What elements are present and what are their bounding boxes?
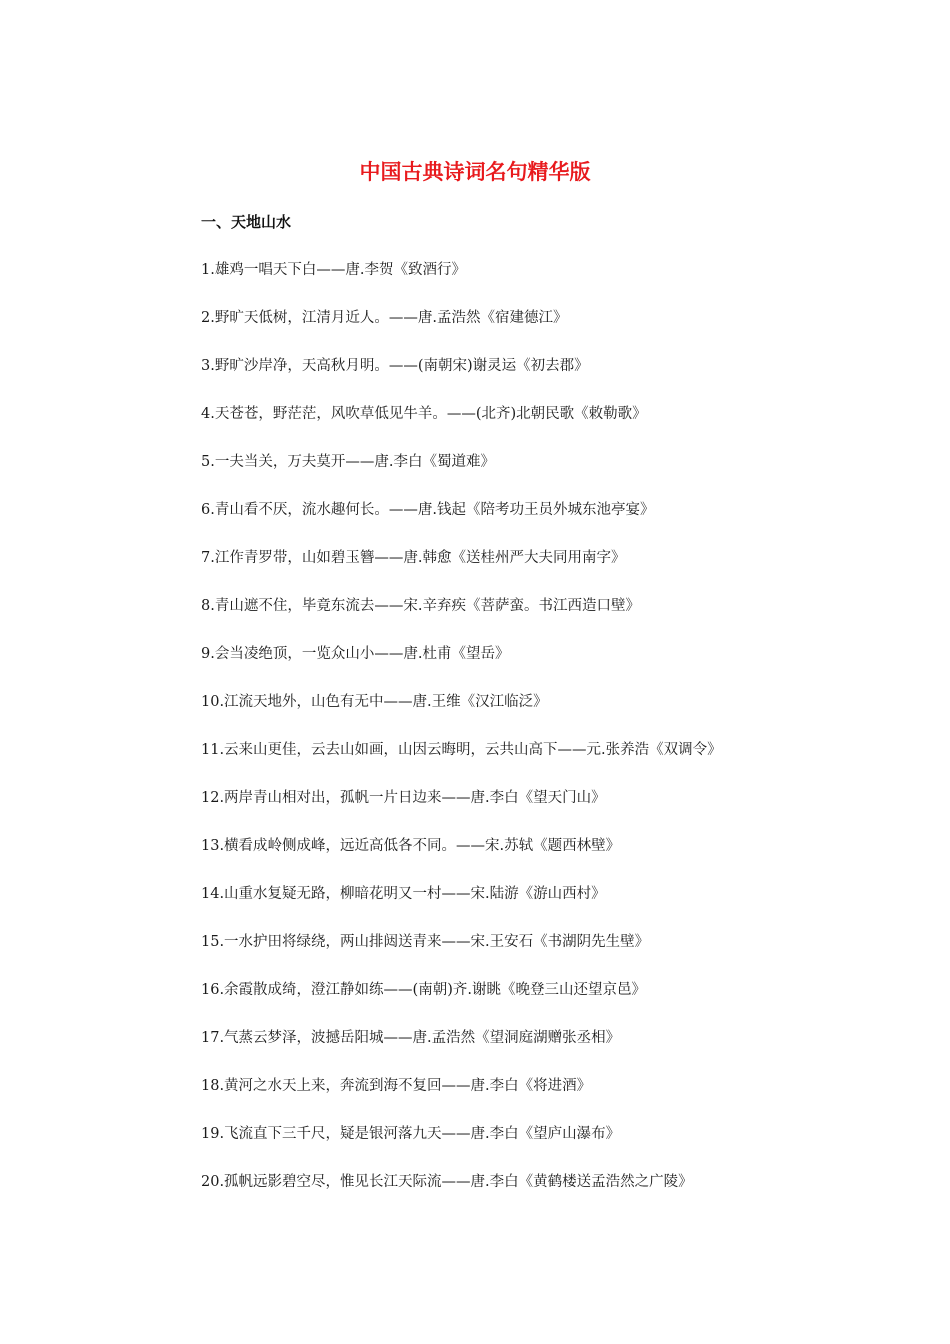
verse-line: 12.两岸青山相对出，孤帆一片日边来——唐.李白《望天门山》 [201,790,606,806]
verse-list [201,256,841,1216]
verse-line: 13.横看成岭侧成峰，远近高低各不同。——宋.苏轼《题西林壁》 [201,838,621,854]
verse-line: 16.余霞散成绮，澄江静如练——(南朝)齐.谢眺《晚登三山还望京邑》 [201,982,646,998]
verse-line: 19.飞流直下三千尺，疑是银河落九天——唐.李白《望庐山瀑布》 [201,1126,621,1142]
verse-line: 5.一夫当关，万夫莫开——唐.李白《蜀道难》 [201,454,495,470]
verse-line: 10.江流天地外，山色有无中——唐.王维《汉江临泛》 [201,694,548,710]
section-heading: 一、天地山水 [201,213,292,231]
verse-line: 14.山重水复疑无路，柳暗花明又一村——宋.陆游《游山西村》 [201,886,606,902]
verse-line: 1.雄鸡一唱天下白——唐.李贺《致酒行》 [201,262,466,278]
verse-line: 15.一水护田将绿绕，两山排闼送青来——宋.王安石《书湖阴先生壁》 [201,934,650,950]
verse-line: 6.青山看不厌，流水趣何长。——唐.钱起《陪考功王员外城东池亭宴》 [201,502,655,518]
verse-line: 17.气蒸云梦泽，波撼岳阳城——唐.孟浩然《望洞庭湖赠张丞相》 [201,1030,621,1046]
verse-line: 7.江作青罗带，山如碧玉簪——唐.韩愈《送桂州严大夫同用南字》 [201,550,626,566]
verse-line: 8.青山遮不住，毕竟东流去——宋.辛弃疾《菩萨蛮。书江西造口壁》 [201,598,640,614]
verse-line: 11.云来山更佳，云去山如画，山因云晦明，云共山高下——元.张养浩《双调令》 [201,742,722,758]
verse-line: 9.会当凌绝顶，一览众山小——唐.杜甫《望岳》 [201,646,510,662]
verse-line: 3.野旷沙岸净，天高秋月明。——(南朝宋)谢灵运《初去郡》 [201,358,589,374]
verse-line: 4.天苍苍，野茫茫，风吹草低见牛羊。——(北齐)北朝民歌《敕勒歌》 [201,406,647,422]
document-title: 中国古典诗词名句精华版 [359,160,591,184]
verse-line: 2.野旷天低树，江清月近人。——唐.孟浩然《宿建德江》 [201,310,568,326]
verse-line: 18.黄河之水天上来，奔流到海不复回——唐.李白《将进酒》 [201,1078,592,1094]
verse-line: 20.孤帆远影碧空尽，惟见长江天际流——唐.李白《黄鹤楼送孟浩然之广陵》 [201,1174,693,1190]
